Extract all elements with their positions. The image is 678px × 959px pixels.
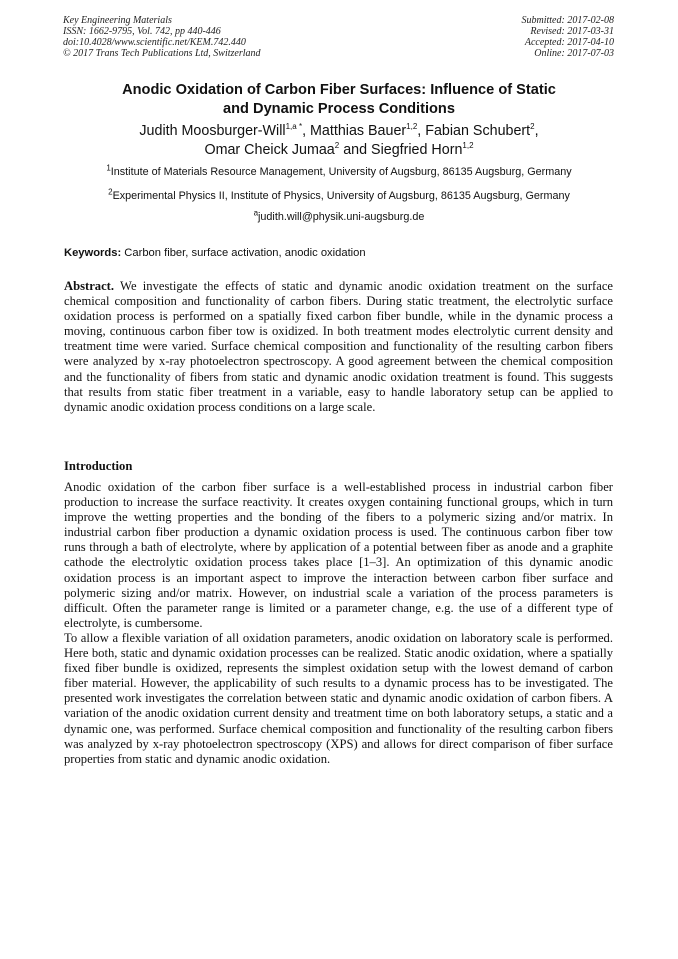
author-affil-sup: 1,2 bbox=[406, 122, 418, 132]
date-submitted: Submitted: 2017-02-08 bbox=[521, 15, 614, 26]
author-separator: and bbox=[339, 142, 372, 158]
author-separator: , bbox=[417, 123, 426, 139]
section-heading-introduction: Introduction bbox=[64, 459, 133, 473]
email-address: judith.will@physik.uni-augsburg.de bbox=[258, 211, 425, 223]
journal-doi: doi:10.4028/www.scientific.net/KEM.742.440 bbox=[63, 37, 246, 48]
date-revised: Revised: 2017-03-31 bbox=[530, 26, 614, 37]
author-list bbox=[60, 122, 618, 160]
date-accepted: Accepted: 2017-04-10 bbox=[524, 37, 614, 48]
journal-copyright: © 2017 Trans Tech Publications Ltd, Switzerland bbox=[63, 48, 261, 59]
affiliation-sup: 2 bbox=[108, 187, 113, 197]
introduction-body bbox=[64, 480, 613, 767]
author-line-2 bbox=[60, 141, 618, 160]
intro-paragraph-2: To allow a flexible variation of all oxidation parameters, anodic oxidation on laboratory scale is performed. Here both, static and dynamic oxidation processes can be realized. Static anodic oxidation, where a spatially fixed fiber bundle is oxidized, represents the simplest oxidation setup with the lowest demand of carbon fiber material. However, the applicability of such results to a dynamic process has to be investigated. The presented work investigates the correlation between static and dynamic anodic oxidation of carbon fibers. A variation of the anodic oxidation current density and treatment time on both laboratory setups, a static and a dynamic one, was performed. Surface chemical composition and functionality of the resulting carbon fibers was analyzed by x-ray photoelectron spectroscopy (XPS) and allows for direct comparison of fiber surface properties from static and dynamic anodic oxidation. bbox=[64, 630, 613, 766]
keywords-text: Carbon fiber, surface activation, anodic oxidation bbox=[121, 247, 366, 259]
affiliation-1 bbox=[60, 163, 618, 179]
title-line-1: Anodic Oxidation of Carbon Fiber Surfaces: Influence of Static bbox=[122, 82, 556, 98]
author-name: Siegfried Horn bbox=[371, 142, 463, 158]
title-line-2: and Dynamic Process Conditions bbox=[223, 101, 455, 117]
author-separator: , bbox=[534, 123, 539, 139]
author-name: Fabian Schubert bbox=[425, 123, 531, 139]
author-name: Omar Cheick Jumaa bbox=[204, 142, 335, 158]
abstract-paragraph bbox=[64, 279, 613, 415]
intro-paragraph-1: Anodic oxidation of the carbon fiber surface is a well-established process in industrial carbon fiber production to increase the surface reactivity. It creates oxygen containing functional groups, which in turn improve the wetting properties and the bonding of the fibers to a polymeric sizing and/or matrix. In industrial carbon fiber production a dynamic oxidation process is used. The continuous carbon fiber tow runs through a bath of electrolyte, where by application of a potential between fiber as anode and a graphite cathode the electrolytic oxidation process takes place [1–3]. An optimization of this dynamic anodic oxidation process is an important aspect to improve the interaction between carbon fiber surface and polymeric sizing and/or matrix. However, on industrial scale a variation of the process parameters is difficult. Often the parameter range is limited or a parameter change, e.g. the use of a different type of electrolyte, is cumbersome. bbox=[64, 480, 613, 630]
abstract bbox=[64, 279, 613, 415]
publication-dates bbox=[522, 15, 615, 59]
affiliation-text: Experimental Physics II, Institute of Physics, University of Augsburg, 86135 Augsburg, Germany bbox=[112, 190, 570, 202]
affiliation-2 bbox=[60, 187, 618, 203]
author-separator: , bbox=[302, 123, 311, 139]
abstract-text: We investigate the effects of static and dynamic anodic oxidation treatment on the surface chemical composition and functionality of carbon fibers. During static treatment, the electrolytic surface oxidation process is performed on a spatially fixed carbon fiber bundle, while in the dynamic process a moving, continuous carbon fiber tow is oxidized. In both treatment modes electrolytic current density and treatment time were varied. Surface chemical composition and functionality of the resulting carbon fibers were analyzed by x-ray photoelectron spectroscopy. A good agreement between the chemical composition and the functionality of fibers from static and dynamic anodic oxidation treatment is found. This suggests that results from static fiber treatment in a variable, easy to handle laboratory setup can be applied to dynamic anodic oxidation process conditions on a large scale. bbox=[64, 279, 613, 414]
journal-name: Key Engineering Materials bbox=[63, 15, 172, 26]
journal-info bbox=[63, 15, 261, 59]
affiliation-sup: 1 bbox=[106, 163, 111, 173]
author-affil-sup: 1,2 bbox=[462, 141, 474, 151]
author-line-1 bbox=[60, 122, 618, 141]
author-name: Judith Moosburger-Will bbox=[139, 123, 286, 139]
paper-title bbox=[60, 81, 618, 119]
email-sup: a bbox=[253, 208, 259, 218]
journal-issn: ISSN: 1662-9795, Vol. 742, pp 440-446 bbox=[63, 26, 221, 37]
corresponding-email bbox=[60, 208, 618, 224]
author-affil-sup: 1,a * bbox=[285, 122, 303, 132]
keywords bbox=[64, 247, 614, 260]
date-online: Online: 2017-07-03 bbox=[534, 48, 614, 59]
author-affil-sup: 2 bbox=[530, 122, 535, 132]
keywords-label: Keywords: bbox=[64, 247, 122, 259]
affiliation-text: Institute of Materials Resource Management, University of Augsburg, 86135 Augsburg, Germany bbox=[110, 166, 572, 178]
abstract-label: Abstract. bbox=[64, 279, 115, 293]
author-affil-sup: 2 bbox=[334, 141, 340, 151]
author-name: Matthias Bauer bbox=[310, 123, 407, 139]
